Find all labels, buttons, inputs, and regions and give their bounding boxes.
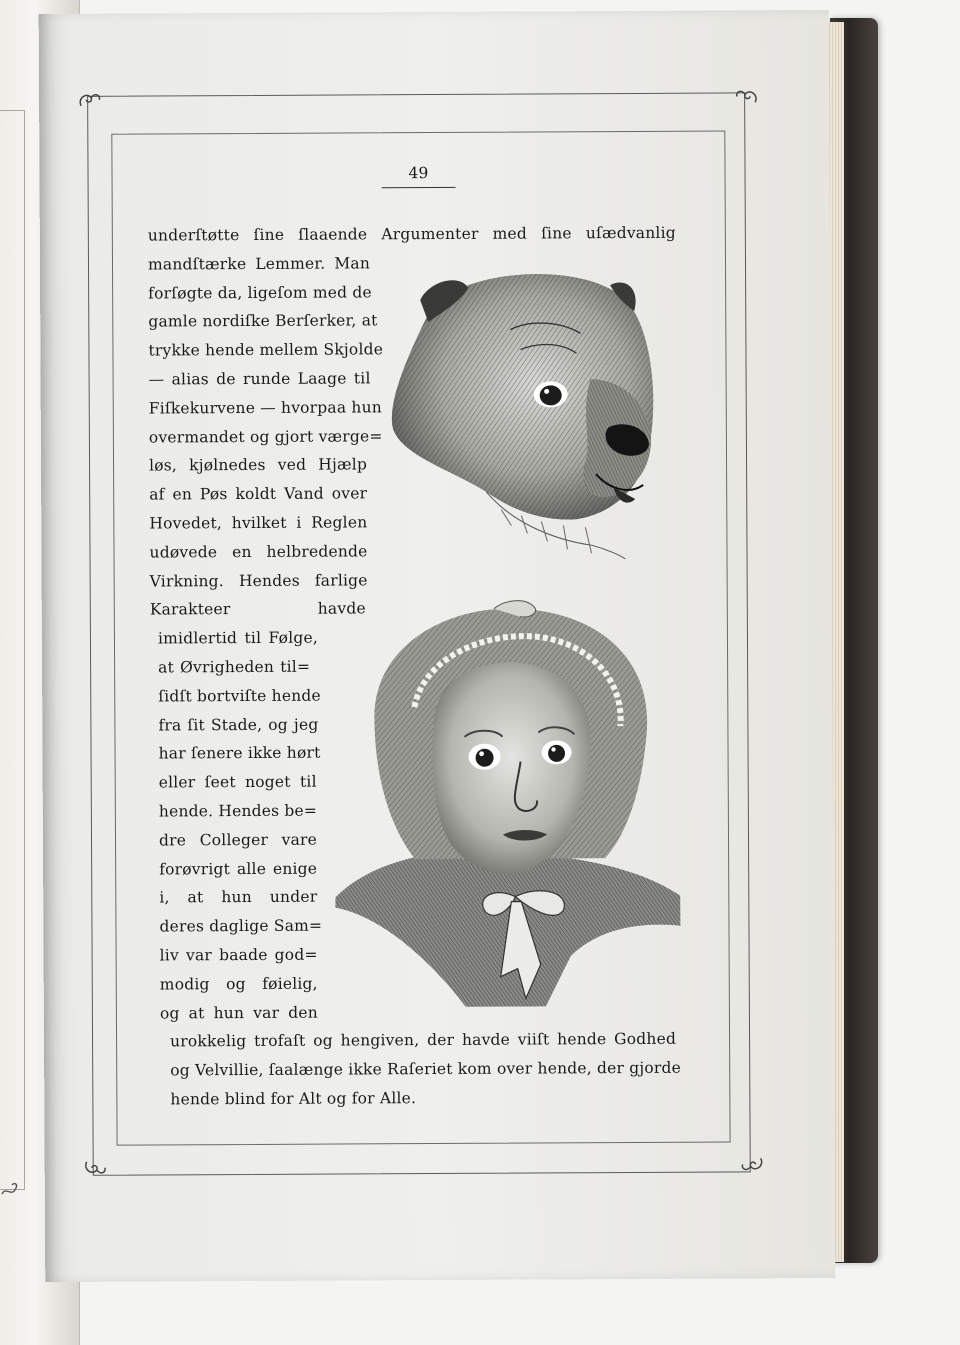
- corner-flourish-top-right-icon: [731, 80, 761, 110]
- text-line: og at hun var den: [159, 1003, 318, 1023]
- text-line: at Øvrigheden til=: [158, 657, 311, 677]
- bulldog-engraving: [390, 259, 667, 560]
- text-line: har ſenere ikke hørt: [158, 744, 321, 763]
- text-line: eller ſeet noget til: [158, 772, 317, 792]
- page-number: 49: [408, 164, 429, 183]
- text-line: Fiſkekurvene — hvorpaa hun: [148, 398, 382, 418]
- text-line: i, at hun under: [159, 888, 318, 907]
- text-line: Virkning. Hendes farlige: [149, 570, 368, 591]
- text-line: liv var baade god=: [159, 945, 318, 965]
- corner-flourish-bottom-left-icon: [81, 1154, 111, 1184]
- text-line: hende. Hendes be=: [158, 801, 318, 821]
- text-line: Karakteer havde: [149, 599, 366, 619]
- text-line: modig og føielig,: [159, 974, 318, 994]
- flourish-icon: [0, 1176, 22, 1200]
- text-line: udøvede en helbredende: [149, 542, 368, 562]
- text-line: forøvrigt alle enige: [159, 859, 318, 879]
- left-page-frame: [0, 110, 25, 1190]
- text-line: løs, kjølnedes ved Hjælp: [149, 455, 368, 475]
- text-line: mandſtærke Lemmer. Man: [147, 254, 371, 274]
- corner-flourish-top-left-icon: [75, 84, 105, 114]
- text-line: af en Pøs koldt Vand over: [149, 484, 368, 504]
- text-line: gamle nordiſke Berſerker, at: [148, 311, 378, 331]
- text-line: dre Colleger vare: [158, 830, 318, 850]
- text-line: deres daglige Sam=: [159, 916, 323, 936]
- text-line: imidlertid til Følge,: [157, 628, 319, 648]
- text-line: Hovedet, hvilket i Reglen: [149, 513, 368, 533]
- text-line: underſtøtte ſine ſlaaende Argumenter med ſine uſædvanlig: [147, 223, 676, 245]
- text-line: urokkelig trofaſt og hengiven, der havde viiſt hende Godhed: [170, 1030, 677, 1051]
- text-line: ſidſt bortviſte hende: [158, 686, 321, 706]
- corner-flourish-bottom-right-icon: [737, 1150, 767, 1180]
- text-line: — alias de runde Laage til: [148, 369, 371, 389]
- text-line: fra ſit Stade, og jeg: [158, 715, 319, 735]
- text-line: forſøgte da, ligeſom med de: [148, 282, 372, 303]
- text-line: trykke hende mellem Skjolde: [148, 340, 384, 360]
- text-line: hende blind for Alt og for Alle.: [170, 1089, 417, 1109]
- book-page: [39, 10, 836, 1282]
- woman-bonnet-engraving: [334, 596, 681, 1008]
- text-line: og Velvillie, ſaalænge ikke Raſeriet kom over hende, der gjorde: [170, 1058, 682, 1080]
- text-line: overmandet og gjort værge=: [148, 426, 383, 447]
